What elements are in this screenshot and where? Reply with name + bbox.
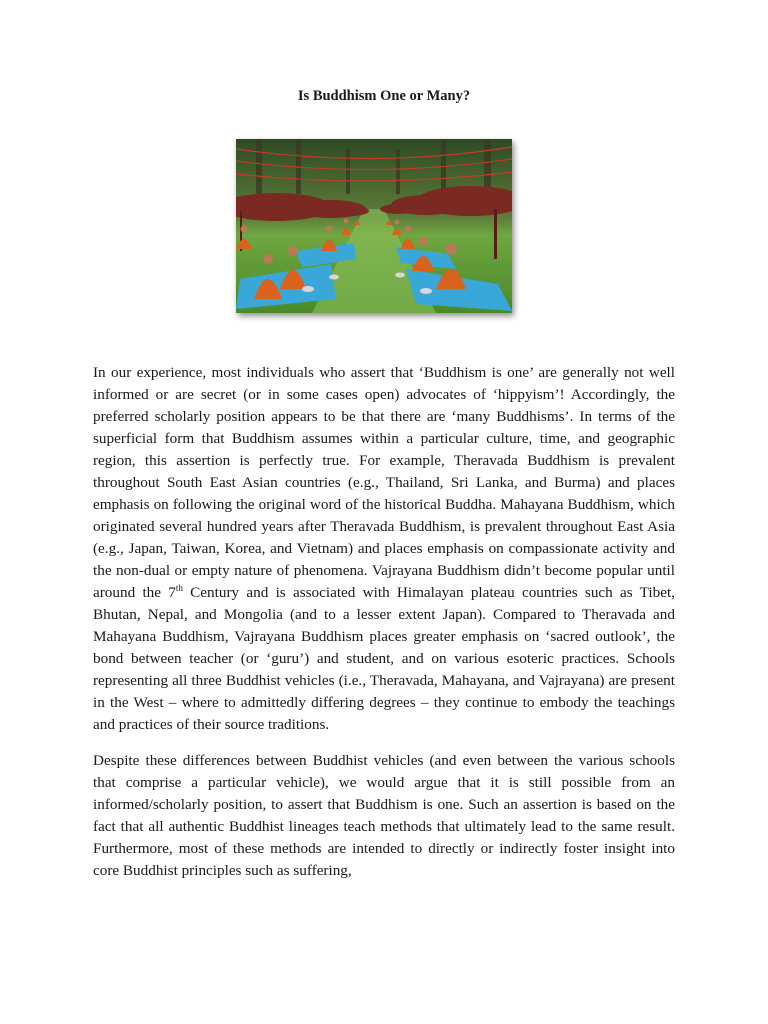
paragraph-1-text-a: In our experience, most individuals who assert that ‘Buddhism is one’ are generally not well informed or are secret (or in some cases open) advocates of ‘hippyism’! Accordingly, the preferred scholarly position appears to be that there are ‘many Buddhisms’. In terms of the superficial form that Buddhism assumes within a particular culture, time, and geographic region, this assertion is perfectly true. For example, Theravada Buddhism is prevalent throughout South East Asian countries (e.g., Thailand, Sri Lanka, and Burma) and places emphasis on following the original word of the historical Buddha. Mahayana Buddhism, which originated several hundred years after Theravada Buddhism, is prevalent throughout East Asia (e.g., Japan, Taiwan, Korea, and Vietnam) and places emphasis on compassionate activity and the non-dual or empty nature of phenomena. Vajrayana Buddhism didn’t become popular until around the 7 [93, 364, 675, 601]
page-title: Is Buddhism One or Many? [297, 88, 471, 104]
paragraph-1 [93, 362, 675, 736]
monks-meditation-photo [236, 139, 512, 313]
paragraph-2: Despite these differences between Buddhist vehicles (and even between the various schools that comprise a particular vehicle), we would argue that it is still possible from an informed/scholarly position, to assert that Buddhism is one. Such an assertion is based on the fact that all authentic Buddhist lineages teach methods that ultimately lead to the same result. Furthermore, most of these methods are intended to directly or indirectly foster insight into core Buddhist principles such as suffering, [93, 752, 675, 879]
ordinal-superscript: th [175, 582, 183, 593]
article-body [93, 362, 675, 896]
paragraph-1-text-b: Century and is associated with Himalayan plateau countries such as Tibet, Bhutan, Nepal, and Mongolia (and to a lesser extent Japan). Compared to Theravada and Mahayana Buddhism, Vajrayana Buddhism places greater emphasis on ‘sacred outlook’, the bond between teacher (or ‘guru’) and student, and on various esoteric practices. Schools representing all three Buddhist vehicles (i.e., Theravada, Mahayana, and Vajrayana) are present in the West – where to admittedly differing degrees – they continue to embody the teachings and practices of their source traditions. [93, 584, 675, 733]
